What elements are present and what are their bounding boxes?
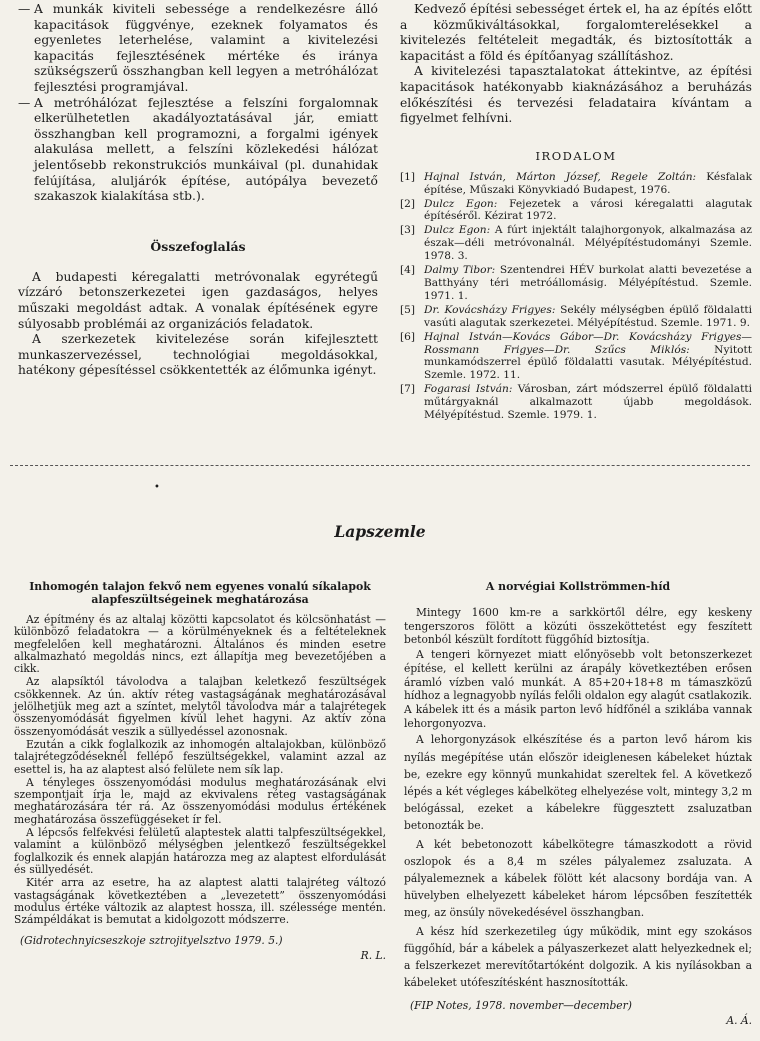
divider-mark: • bbox=[154, 482, 160, 493]
article-title: A norvégiai Kollströmmen-híd bbox=[485, 580, 671, 593]
article-paragraph: Ezután a cikk foglalkozik az inhomogén altalajokban, különböző talajrétegződéseknél fellépő feszültségekkel, valamint azzal az esettel is, ha az alaptest alsó felülete nem sík lap. bbox=[14, 737, 386, 776]
reference-number: [1] bbox=[400, 170, 416, 183]
article-paragraph: A lehorgonyzások elkészítése és a parton levő három kis nyílás megépítése után először ideiglenesen kábeleket húztak be, ezekre egy könnyű munkahidat szereltek fel. A következő lépés a két végleges kábelköteg elhelyezése volt, mintegy 3,2 m belógással, ezeket a kábelekre függesztett zsaluzatban betonozták be. bbox=[404, 733, 752, 833]
reference-item bbox=[400, 331, 752, 383]
summary-paragraph: A budapesti kéregalatti metróvonalak egyrétegű vízzáró betonszerkezetei igen gazdaságos, helyes műszaki megoldást adtak. A vonalak építésének egyre súlyosabb problémái az organizációs feladatok. bbox=[18, 269, 378, 331]
article-paragraph: Kitér arra az esetre, ha az alaptest alatti talajréteg változó vastagságának következtében a „levezetett” összenyomódási modulus értéke változik az alaptest hossza, ill. szélessége mentén. Számpéldákat is bemutat a kidolgozott módszerre. bbox=[14, 876, 386, 927]
review-article-right bbox=[404, 580, 752, 1027]
top-right-column bbox=[400, 2, 752, 423]
article-paragraph: A lépcsős felfekvési felületű alaptestek alatti talpfeszültségekkel, valamint a különböző mélységben jelentkező feszültségekkel foglalkozik és ennek alapján határozza meg az alaptest elfordulását és süllyedését. bbox=[14, 826, 386, 876]
article-source: (Gidrotechnyicseszkoje sztrojityelsztvo 1979. 5.) bbox=[20, 934, 283, 948]
reference-item bbox=[400, 198, 752, 224]
summary-heading: Összefoglalás bbox=[150, 238, 246, 254]
reference-item bbox=[400, 224, 752, 263]
article-paragraph: A kész híd szerkezetileg úgy működik, mint egy szokásos függőhíd, bár a kábelek a pályaszerkezet alatt helyezkednek el; a felszerkezet merevítőtartóként dolgozik. A kis nyílásokban a kábeleket utófeszítésként hasznosították. bbox=[404, 924, 752, 990]
reference-item bbox=[400, 264, 752, 303]
reference-number: [3] bbox=[400, 224, 416, 237]
reference-text: Városban, zárt módszerrel épülő földalatti műtárgyaknál alkalmazott újabb megoldások. Mélyépítéstud. Szemle. 1979. 1. bbox=[424, 383, 752, 422]
article-paragraph: A két bebetonozott kábelkötegre támaszkodott a rövid oszlopok és a 8,4 m széles pályalemez zsaluzata. A pályalemeznek a kábelek fölött két alacsony bordája van. A hüvelyben elhelyezett kábeleket három lépcsőben feszítették meg, az önsúly növekedésével összhangban. bbox=[404, 837, 752, 920]
article-paragraph: A tényleges összenyomódási modulus meghatározásának elvi szempontjait írja le, majd az ekvivalens réteg vastagságának meghatározására tér rá. Az összenyomódási modulus értékének meghatározása összefüggéseket ír fel. bbox=[14, 775, 386, 826]
references-heading: IRODALOM bbox=[535, 148, 617, 163]
dash-bullet: — bbox=[18, 2, 31, 16]
reference-item bbox=[400, 304, 752, 330]
section-divider bbox=[10, 465, 750, 466]
article-paragraph: Mintegy 1600 km-re a sarkkörtől délre, egy keskeny tengerszoros fölött a közúti összeköttetést egy feszített betonból készült fordított függőhíd biztosítja. bbox=[404, 606, 752, 647]
reference-text: Fejezetek a városi kéregalatti alagutak építéséről. Kézirat 1972. bbox=[424, 197, 752, 223]
article-title: Inhomogén talajon fekvő nem egyenes vonalú síkalapok alapfeszültségeinek meghatározása bbox=[29, 580, 371, 606]
article-paragraph: Az alapsíktól távolodva a talajban keletkező feszültségek csökkennek. Az ún. aktív réteg vastagságának meghatározásával jelölhetjük meg azt a színtet, melytől távolodva már a talajrétegek összenyomódását figyelmen kívül lehet hagyni. Az aktív zóna összenyomódását veszik a süllyedéssel azonosnak. bbox=[14, 675, 386, 738]
reference-item bbox=[400, 171, 752, 197]
review-article-left bbox=[14, 580, 386, 962]
dash-list-item bbox=[18, 2, 378, 96]
reference-author: Hajnal István—Kovács Gábor—Dr. Kovácsházy Frigyes—Rossmann Frigyes—Dr. Szűcs Miklós: bbox=[424, 330, 752, 356]
article-paragraph: A tengeri környezet miatt előnyösebb volt betonszerkezet építése, el kellett kerülni az árapály következtében erősen áramló vízben való munkát. A 85+20+18+8 m támaszközű hídhoz a legnagyobb nyílás felőli oldalon egy alagút csatlakozik. A kábelek itt és a másik parton levő hídfőnél a sziklába vannak lehorgonyozva. bbox=[404, 648, 753, 730]
reference-author: Hajnal István, Márton József, Regele Zoltán: bbox=[424, 170, 697, 183]
reference-text: Késfalak építése, Műszaki Könyvkiadó Budapest, 1976. bbox=[424, 170, 752, 196]
summary-paragraph: A szerkezetek kivitelezése során kifejlesztett munkaszervezéssel, technológiai megoldásokkal, hatékony gépesítéssel csökkentették az élőmunka igényt. bbox=[18, 332, 378, 378]
reference-author: Dulcz Egon: bbox=[424, 224, 491, 237]
reference-number: [7] bbox=[400, 383, 416, 396]
top-left-column bbox=[18, 2, 378, 379]
dash-bullet: — bbox=[18, 95, 31, 110]
reference-text: Sekély mélységben épülő földalatti vasúti alagutak szerkezetei. Mélyépítéstud. Szemle. 1971. 9. bbox=[424, 303, 752, 329]
reference-number: [5] bbox=[400, 303, 416, 316]
reference-text: Nyitott munkamódszerrel épülő földalatti vasutak. Mélyépítéstud. Szemle. 1972. 11. bbox=[424, 343, 752, 382]
references-list bbox=[400, 171, 752, 422]
reference-text: Szentendrei HÉV burkolat alatti bevezetése a Batthyány téri metróállomásig. Mélyépítéstud. Szemle. 1971. 1. bbox=[424, 264, 752, 302]
reference-number: [2] bbox=[400, 197, 416, 210]
body-paragraph: Kedvező építési sebességet értek el, ha az építés előtt a közműkiváltásokkal, forgalomterelésekkel a kivitelezés feltételeit megadták, és biztosították a kapacitást a föld és építőanyag szállításhoz. bbox=[400, 2, 752, 63]
dash-item-text: A munkák kiviteli sebessége a rendelkezésre álló kapacitások függvénye, ezeknek folyamatos és egyenletes leterhelése, valamint a kivitelezési kapacitás fejlesztésének mértéke és iránya szükségszerű összhangban kell legyen a metróhálózat fejlesztési programjával. bbox=[34, 2, 378, 94]
body-paragraph: A kivitelezési tapasztalatokat áttekintve, az építési kapacitások hatékonyabb kiaknázásához a beruházás előkészítési és tervezési feladataira kívántam a figyelmet felhívni. bbox=[400, 64, 752, 126]
reference-number: [4] bbox=[400, 264, 416, 277]
reference-author: Dulcz Egon: bbox=[424, 197, 498, 210]
reference-item bbox=[400, 383, 752, 422]
reference-author: Dr. Kovácsházy Frigyes: bbox=[424, 303, 556, 316]
reference-author: Fogarasi István: bbox=[424, 383, 513, 396]
review-section-title: Lapszemle bbox=[334, 522, 426, 541]
reference-number: [6] bbox=[400, 330, 416, 343]
reference-text: A fúrt injektált talajhorgonyok, alkalmazása az észak—déli metróvonalnál. Mélyépítéstudományi Szemle. 1978. 3. bbox=[424, 224, 752, 263]
top-section bbox=[0, 0, 760, 420]
article-signature: R. L. bbox=[360, 949, 386, 963]
article-paragraph: Az építmény és az altalaj közötti kapcsolatot és kölcsönhatást — különböző feladatokra — a körülményeknek és a feltételeknek megfelelően kell meghatározni. Általános és minden esetre alkalmazható megoldás nincs, ezt állapítja meg bevezetőjében a cikk. bbox=[14, 613, 386, 676]
article-signature: A. Á. bbox=[726, 1014, 752, 1028]
dash-item-text: A metróhálózat fejlesztése a felszíni forgalomnak elkerülhetetlen akadályoztatásával jár, emiatt összhangban kell programozni, a forgalmi igények alakulása mellett, a felszíni közlekedési hálózat jelentősebb rekonstrukciós munkáival (pl. dunahidak felújítása, aluljárók építése, autópálya bevezető szakaszok kialakítása stb.). bbox=[34, 95, 378, 204]
reference-author: Dalmy Tibor: bbox=[424, 264, 496, 277]
article-source: (FIP Notes, 1978. november—december) bbox=[410, 999, 632, 1013]
dash-list-item bbox=[18, 96, 378, 205]
